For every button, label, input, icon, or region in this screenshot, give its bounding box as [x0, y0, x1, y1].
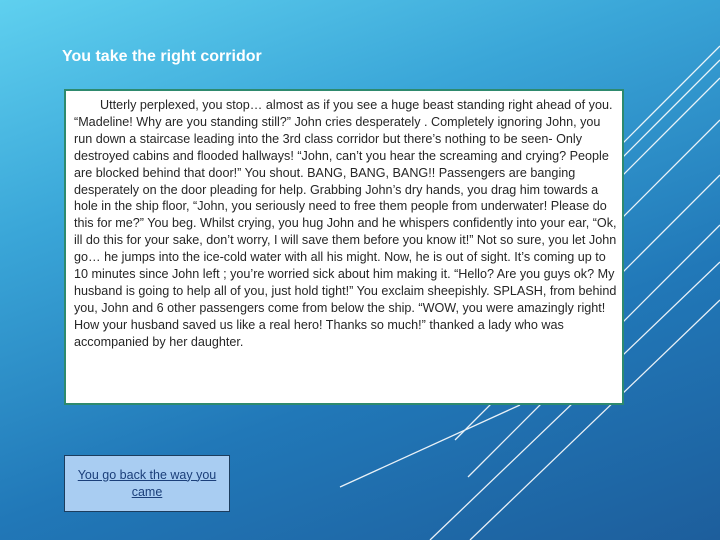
choice-button-go-back[interactable] — [64, 455, 230, 512]
choice-link-label[interactable]: You go back the way you came — [77, 467, 217, 499]
story-paragraph: Utterly perplexed, you stop… almost as if you see a huge beast standing right ahead of you. “Madeline! Why are you standing still?” John cries desperately . Completely ignoring John, you run down a staircase leading into the 3rd class corridor but there’s nothing to be seen- Only destroyed cabins and flooded hallways! “John, can’t you hear the screaming and crying? People are blocked behind that door!” You shout. BANG, BANG, BANG!! Passengers are banging desperately on the door pleading for help. Grabbing John’s dry hands, you drag him towards a hole in the ship floor, “John, you seriously need to free them people from underwater! Please do this for me?” You beg. Whilst crying, you hug John and he whispers confidently into your ear, “Ok, ill do this for your sake, don’t worry, I will save them before you know it!” Not so sure, you let John go… he jumps into the ice-cold water with all his might. Now, he is out of sight. It’s coming up to 10 minutes since John left ; you’re worried sick about him making it. “Hello? Are you guys ok? My husband is going to help all of you, just hold tight!” You exclaim sheepishly. SPLASH, from behind you, John and 6 other passengers come from below the ship. “WOW, you were amazingly right! How your husband saved us like a real hero! Thanks so much!” thanked a lady who was accompanied by her daughter. — [74, 98, 617, 349]
story-text-box — [64, 89, 624, 405]
slide-title: You take the right corridor — [62, 48, 262, 65]
